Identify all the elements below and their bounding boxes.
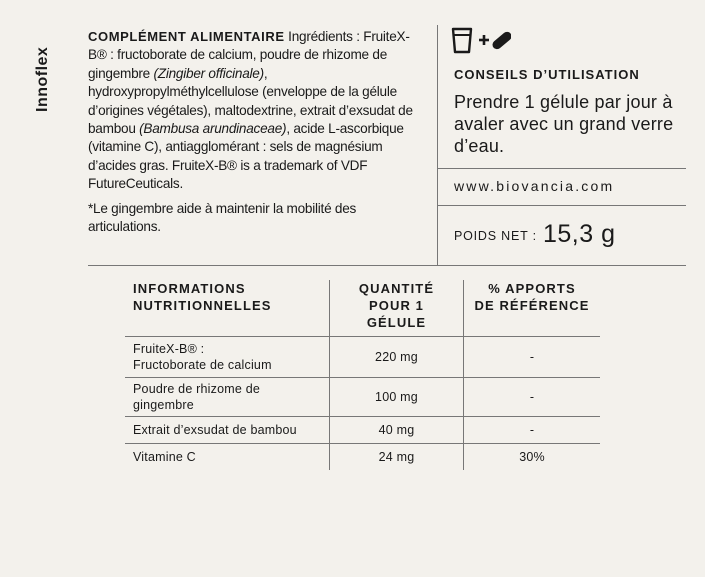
usage-title: CONSEILS D’UTILISATION bbox=[454, 67, 640, 82]
nutrition-table-header bbox=[125, 280, 600, 337]
nutrient-reference: 30% bbox=[519, 450, 545, 464]
net-weight-label: POIDS NET : bbox=[454, 229, 537, 243]
ingredient-part: FruiteX-B bbox=[88, 29, 410, 63]
table-row bbox=[125, 444, 600, 471]
horizontal-divider bbox=[88, 265, 686, 266]
nutrient-amount: 220 mg bbox=[330, 337, 464, 378]
header-nutrition-info: INFORMATIONS NUTRITIONNELLES bbox=[125, 280, 330, 337]
nutrient-name: Extrait d’exsudat de bambou bbox=[125, 417, 330, 444]
ingredient-part: , hydroxypropylméthylcellulose (enveloppe de la gélule d’origines végétales), maltodextrine, extrait d’exsudat de bambou bbox=[88, 65, 413, 137]
ingredients-lead: Ingrédients : bbox=[284, 29, 360, 44]
usage-icons bbox=[451, 26, 511, 56]
ingredients-text bbox=[88, 28, 424, 194]
weight-top-divider bbox=[437, 205, 686, 206]
table-row bbox=[125, 417, 600, 444]
plus-icon bbox=[479, 35, 489, 45]
ingredient-part: , acide L-ascorbique (vitamine C), antiagglomérant : sels de magnésium d’acides gras. FruiteX-B® is a trademark of VDF FutureCeuticals. bbox=[88, 121, 404, 192]
usage-instructions: Prendre 1 gélule par jour à avaler avec un grand verre d’eau. bbox=[454, 92, 674, 156]
header-reference-intake: % APPORTS DE RÉFÉRENCE bbox=[464, 280, 601, 337]
ingredient-part: ® : fructoborate de calcium, poudre de rhizome de gingembre bbox=[88, 47, 388, 81]
header-quantity: QUANTITÉ POUR 1 GÉLULE bbox=[330, 280, 464, 337]
nutrition-table bbox=[125, 280, 600, 470]
ingredient-latin-name: (Bambusa arundinaceae) bbox=[139, 121, 287, 137]
capsule-icon bbox=[491, 30, 511, 51]
nutrient-name: Poudre de rhizome de gingembre bbox=[125, 378, 330, 417]
glass-of-water-icon bbox=[453, 29, 471, 52]
net-weight-value: 15,3 g bbox=[543, 220, 616, 248]
ginger-claim-note: *Le gingembre aide à maintenir la mobilité des articulations. bbox=[88, 200, 357, 235]
supplement-heading: COMPLÉMENT ALIMENTAIRE bbox=[88, 29, 285, 44]
table-row bbox=[125, 337, 600, 378]
ingredients-block bbox=[88, 28, 424, 236]
nutrient-amount: 100 mg bbox=[330, 378, 464, 417]
brand-name: Innoflex bbox=[34, 46, 51, 112]
ingredient-latin-name: (Zingiber officinale) bbox=[153, 65, 264, 81]
table-row bbox=[125, 378, 600, 417]
nutrient-amount: 40 mg bbox=[330, 417, 464, 444]
nutrient-reference: - bbox=[464, 417, 601, 444]
nutrient-name: FruiteX-B® : Fructoborate de calcium bbox=[125, 337, 330, 378]
vertical-divider bbox=[437, 25, 438, 265]
website-top-divider bbox=[437, 168, 686, 169]
website-link[interactable]: www.biovancia.com bbox=[454, 178, 615, 194]
nutrient-name: Vitamine C bbox=[133, 450, 196, 464]
nutrient-reference: - bbox=[464, 337, 601, 378]
nutrient-reference: - bbox=[464, 378, 601, 417]
nutrient-amount: 24 mg bbox=[330, 444, 464, 471]
